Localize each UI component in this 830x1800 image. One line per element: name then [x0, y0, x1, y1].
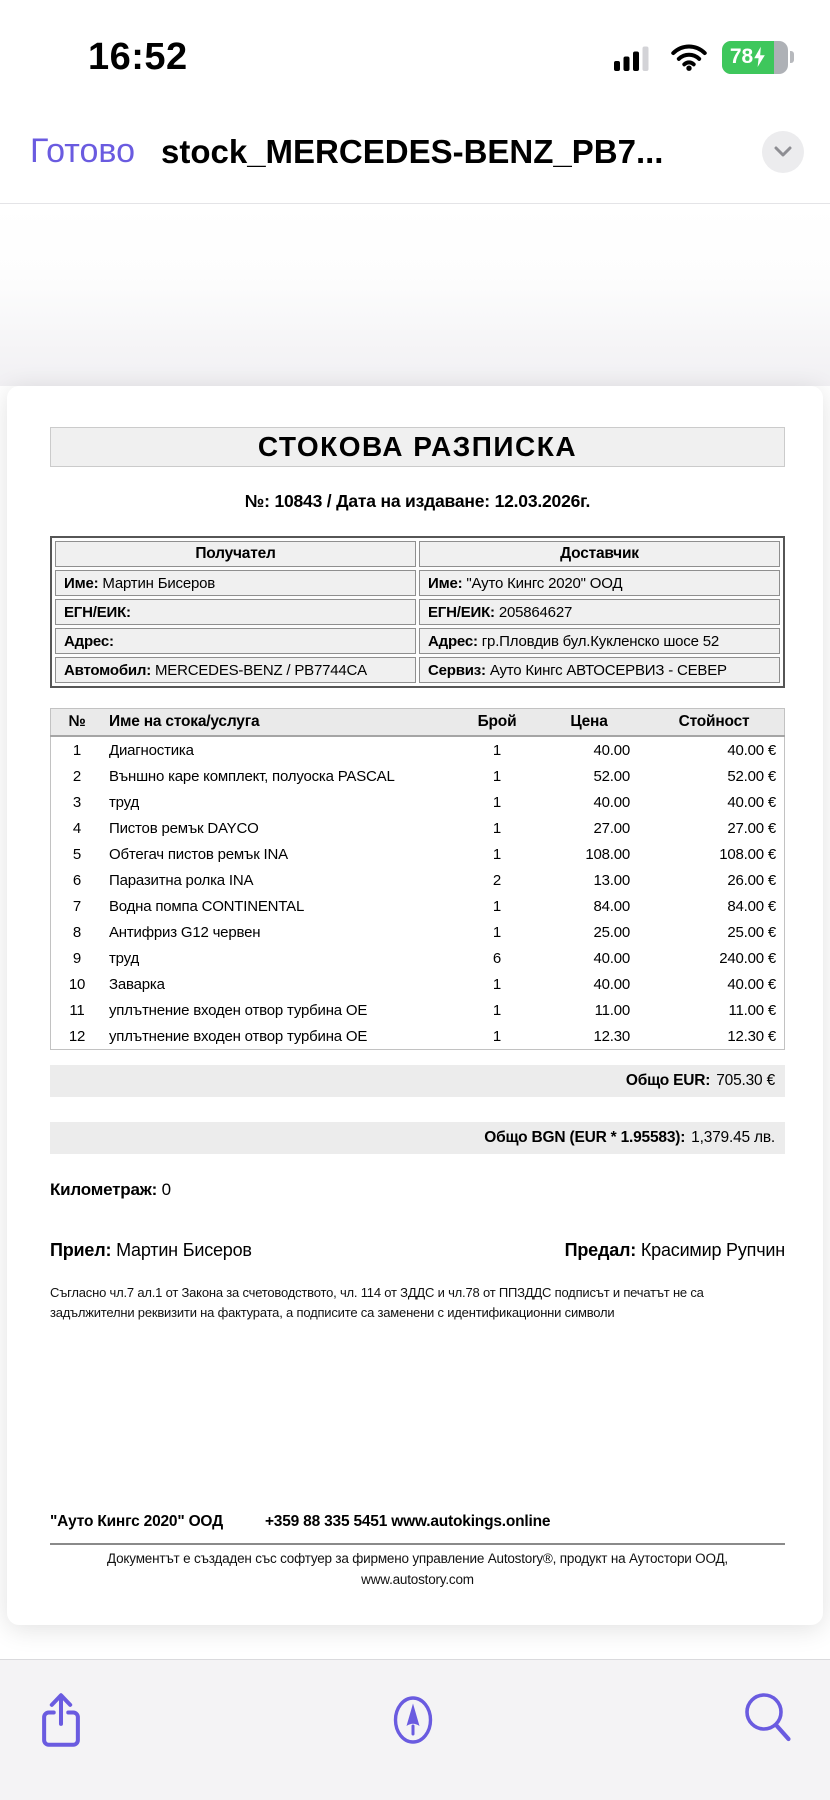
company-contact-line	[50, 1513, 785, 1531]
battery-percent: 78	[729, 45, 754, 68]
signatures-row	[50, 1240, 785, 1261]
item-row: 11 уплътнение входен отвор турбина OE 1 11.00 11.00 €	[69, 1001, 776, 1019]
recipient-header: Получател	[55, 541, 416, 567]
item-row: 1 Диагностика 1 40.00 40.00 €	[72, 741, 776, 759]
given-by	[565, 1240, 785, 1261]
search-icon	[742, 1690, 794, 1748]
battery-icon	[722, 41, 794, 74]
mileage-line	[50, 1180, 785, 1200]
markup-pen-icon	[390, 1690, 436, 1750]
party-row: Име: Мартин Бисеров Име: "Ауто Кингс 2020" ООД	[55, 570, 780, 596]
col-number: №	[51, 709, 104, 737]
pdf-viewer[interactable]	[0, 204, 830, 1659]
item-row: 7 Водна помпа CONTINENTAL 1 84.00 84.00 €	[72, 897, 776, 915]
bottom-toolbar	[0, 1659, 830, 1800]
done-button[interactable]: Готово	[30, 132, 135, 170]
status-icons	[614, 41, 794, 74]
item-row: 5 Обтегач пистов ремък INA 1 108.00 108.00 €	[72, 845, 776, 863]
items-header-row	[51, 709, 785, 737]
mileage-label: Километраж:	[50, 1180, 158, 1199]
col-name: Име на стока/услуга	[103, 709, 460, 737]
chevron-down-icon	[774, 146, 792, 157]
col-total: Стойност	[644, 709, 785, 737]
total-eur-label: Общо EUR:	[625, 1072, 711, 1089]
mileage-value: 0	[161, 1180, 171, 1199]
total-eur-value: 705.30 €	[716, 1072, 775, 1089]
document-heading-box	[50, 427, 785, 467]
item-row: 6 Паразитна ролка INA 2 13.00 26.00 €	[72, 871, 776, 889]
total-bgn-bar	[50, 1122, 785, 1154]
item-row: 12 уплътнение входен отвор турбина OE 1 12.30 12.30 €	[68, 1027, 776, 1045]
given-value: Красимир Рупчин	[640, 1240, 785, 1260]
received-label: Приел:	[50, 1240, 112, 1260]
item-row: 9 труд 6 40.00 240.00 €	[72, 949, 776, 967]
party-row: Автомобил: MERCEDES-BENZ / PB7744CA Сервиз: Ауто Кингс АВТОСЕРВИЗ - СЕВЕР	[55, 657, 780, 683]
document-title: stock_MERCEDES-BENZ_PB7...	[161, 132, 664, 170]
item-row: 4 Пистов ремък DAYCO 1 27.00 27.00 €	[72, 819, 776, 837]
received-by	[50, 1240, 252, 1261]
company-contact: +359 88 335 5451 www.autokings.online	[264, 1513, 551, 1531]
party-row: Адрес: Адрес: гр.Пловдив бул.Кукленско шосе 52	[55, 628, 780, 654]
parties-rows	[55, 570, 780, 683]
document-heading: СТОКОВА РАЗПИСКА	[257, 431, 578, 462]
total-bgn-value: 1,379.45 лв.	[691, 1129, 775, 1146]
received-value: Мартин Бисеров	[116, 1240, 252, 1260]
footer-line-1: Документът е създаден със софтуер за фирмено управление Autostory®, продукт на Аутостори ООД,	[107, 1551, 728, 1567]
markup-button[interactable]	[390, 1690, 436, 1750]
items-table	[50, 708, 785, 1050]
item-row: 10 Заварка 1 40.00 40.00 €	[68, 975, 776, 993]
items-rows	[51, 736, 785, 1050]
status-bar	[0, 0, 830, 100]
party-row: ЕГН/ЕИК: ЕГН/ЕИК: 205864627	[55, 599, 780, 625]
col-price: Цена	[534, 709, 644, 737]
share-icon	[38, 1690, 84, 1750]
software-footer	[50, 1549, 785, 1590]
col-qty: Брой	[460, 709, 534, 737]
parties-table	[50, 536, 785, 688]
given-label: Предал:	[564, 1240, 637, 1260]
share-button[interactable]	[38, 1690, 84, 1750]
document-spacer	[50, 1323, 785, 1513]
viewer-background	[0, 204, 830, 386]
cellular-signal-icon	[614, 43, 656, 72]
charging-bolt-icon	[753, 46, 766, 68]
legal-disclaimer: Съгласно чл.7 ал.1 от Закона за счетоводството, чл. 114 от ЗДДС и чл.78 от ППЗДДС подписът и печатът не са задължителни реквизити на фактурата, а подписите са заменени с идентификационни символи	[50, 1285, 704, 1321]
title-menu-button[interactable]	[762, 131, 804, 173]
supplier-header: Доставчик	[419, 541, 780, 567]
item-row: 3 труд 1 40.00 40.00 €	[72, 793, 776, 811]
company-name: "Ауто Кингс 2020" ООД	[50, 1513, 223, 1531]
footer-divider	[50, 1543, 785, 1545]
total-eur-bar	[50, 1065, 785, 1097]
document-number-date: №: 10843 / Дата на издаване: 12.03.2026г.	[244, 491, 591, 511]
item-row: 8 Антифриз G12 червен 1 25.00 25.00 €	[72, 923, 776, 941]
total-bgn-label: Общо BGN (EUR * 1.95583):	[484, 1129, 686, 1146]
nav-bar	[0, 100, 830, 204]
wifi-icon	[670, 43, 708, 71]
item-row: 2 Външно каре комплект, полуоска PASCAL 1 52.00 52.00 €	[72, 767, 776, 785]
search-button[interactable]	[742, 1690, 794, 1748]
status-time: 16:52	[88, 35, 188, 78]
document-page	[7, 386, 823, 1625]
footer-line-2: www.autostory.com	[361, 1571, 474, 1587]
